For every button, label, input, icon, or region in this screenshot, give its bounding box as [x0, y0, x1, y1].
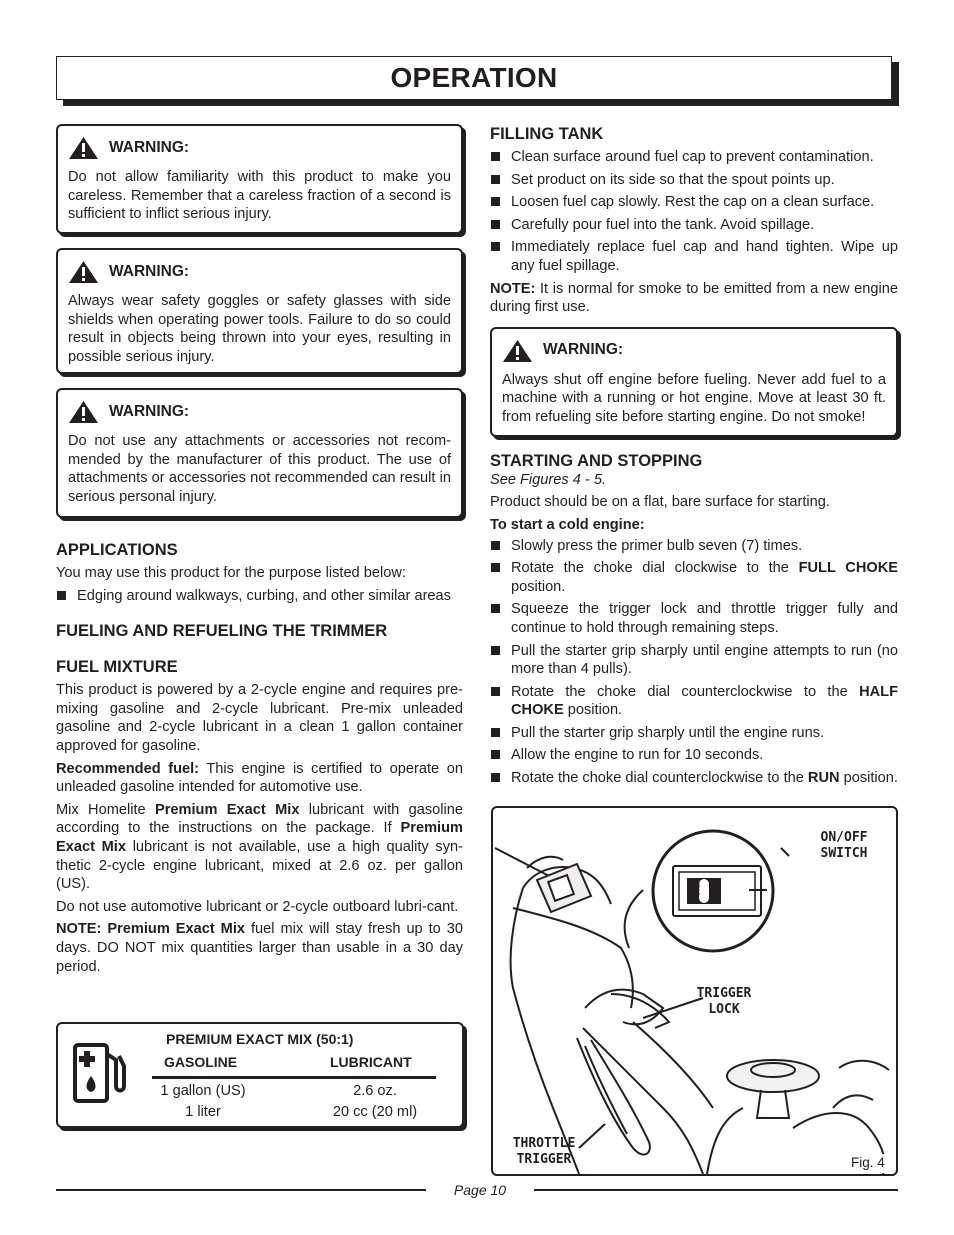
figure-4	[491, 806, 898, 1176]
step-text: Rotate the choke dial counterclockwise to the	[511, 683, 860, 700]
right-column	[490, 124, 898, 792]
fuel-table-title: PREMIUM EXACT MIX (50:1)	[166, 1031, 354, 1047]
footer-rule-left	[56, 1189, 426, 1191]
warning-triangle-icon	[68, 136, 99, 160]
list-item: Carefully pour fuel into the tank. Avoid spillage.	[490, 216, 898, 235]
warning-label: WARNING:	[109, 402, 190, 420]
warning-text: Do not allow familiarity with this product to make you careless. Remember that a careless fraction of a second is sufficient to inflict serious injury.	[68, 169, 451, 223]
fuel-table-header-lubricant: LUBRICANT	[330, 1054, 412, 1070]
starting-heading: STARTING AND STOPPING	[490, 451, 703, 470]
step-text: position.	[839, 770, 898, 787]
page-title: OPERATION	[390, 62, 558, 93]
starting-intro: Product should be on a flat, bare surface for starting.	[490, 494, 830, 511]
list-item: Allow the engine to run for 10 seconds.	[490, 746, 898, 765]
warning-box-fueling	[490, 327, 898, 437]
note-text: fuel mix will stay fresh up to 30 days. DO NOT mix quantities larger than usable in a 30 day period.	[56, 921, 463, 975]
warning-box-3	[56, 388, 463, 518]
warning-text: Always wear safety goggles or safety glasses with side shields when operating power tools. Failure to do so could result in objects being thrown into your eyes, resulting in possible serious injury.	[68, 293, 451, 365]
list-item: Pull the starter grip sharply until the engine runs.	[490, 724, 898, 743]
table-cell: 2.6 oz.	[353, 1083, 397, 1099]
applications-section	[56, 540, 463, 605]
step-text: Rotate the choke dial counterclockwise to the	[511, 770, 808, 787]
fuel-table-divider	[152, 1076, 436, 1079]
list-item: Squeeze the trigger lock and throttle trigger fully and continue to hold through remaining steps.	[490, 600, 898, 637]
table-cell: 20 cc (20 ml)	[332, 1104, 418, 1120]
list-item: Pull the starter grip sharply until engine attempts to run (no more than 4 pulls).	[490, 642, 898, 679]
step-emphasis: RUN	[807, 770, 840, 787]
list-item: Immediately replace fuel cap and hand tighten. Wipe up any fuel spillage.	[490, 238, 898, 275]
note-label: NOTE:	[490, 280, 536, 297]
warning-triangle-icon	[68, 400, 99, 424]
fuel-mixture-heading: FUEL MIXTURE	[56, 658, 178, 677]
label-trigger-lock	[689, 986, 759, 1018]
warning-label: WARNING:	[109, 138, 190, 156]
filling-note	[490, 280, 898, 317]
step-emphasis: FULL CHOKE	[798, 560, 898, 577]
table-cell: 1 liter	[185, 1104, 221, 1120]
mix-text: Mix Homelite	[56, 801, 155, 818]
mix-text: lubricant with gasoline according to the instructions on the package. If	[56, 801, 464, 837]
applications-intro: You may use this product for the purpose listed below:	[56, 565, 406, 581]
warning-text: Do not use any attachments or accessories not recom-mended by the manufacturer of this product. The use of attachments or accessories not recommended can result in serious personal injury.	[68, 433, 451, 505]
label-line: THROTTLE	[512, 1136, 576, 1151]
mix-product-name: Premium Exact Mix	[155, 801, 300, 818]
list-item	[490, 559, 898, 596]
warning-label: WARNING:	[109, 262, 190, 280]
fueling-heading: FUELING AND REFUELING THE TRIMMER	[56, 622, 388, 641]
label-line: ON/OFF	[820, 830, 868, 845]
see-figures: See Figures 4 - 5.	[490, 471, 606, 488]
label-line: TRIGGER	[516, 1152, 572, 1167]
note-text: It is normal for smoke to be emitted from a new engine during first use.	[490, 280, 898, 316]
fuel-pump-icon	[72, 1042, 130, 1104]
recommended-fuel-text: This engine is certified to operate on unleaded gasoline intended for automotive use.	[56, 760, 463, 796]
warning-box-2	[56, 248, 463, 374]
note-paragraph	[56, 920, 463, 976]
label-line: TRIGGER	[696, 986, 752, 1001]
filling-tank-section	[490, 124, 898, 317]
warning-triangle-icon	[502, 339, 533, 363]
note-label: NOTE: Premium Exact Mix	[56, 921, 245, 938]
recommended-fuel-paragraph	[56, 760, 463, 797]
outboard-paragraph: Do not use automotive lubricant or 2-cycle outboard lubri-cant.	[56, 898, 459, 915]
recommended-fuel-label: Recommended fuel:	[56, 760, 200, 777]
step-emphasis: HALF CHOKE	[511, 683, 898, 719]
table-cell: 1 gallon (US)	[160, 1083, 246, 1099]
label-on-off-switch	[809, 830, 879, 862]
label-throttle-trigger	[507, 1136, 581, 1168]
figure-caption: Fig. 4	[849, 1154, 887, 1173]
filling-tank-heading: FILLING TANK	[490, 125, 604, 143]
mix-text: lubricant is not available, use a high quality syn-thetic 2-cycle engine lubricant, mixed at 2.6 oz. per gallon (US).	[56, 838, 463, 893]
switch-stop-text: STOP	[693, 880, 699, 897]
list-item: Loosen fuel cap slowly. Rest the cap on a clean surface.	[490, 193, 898, 212]
label-line: SWITCH	[820, 846, 868, 861]
starting-section	[490, 451, 898, 788]
fuel-mix-table-box	[56, 1022, 464, 1128]
list-item	[490, 769, 898, 788]
mix-product-name: Premium Exact Mix	[56, 820, 463, 855]
footer-rule-right	[534, 1189, 898, 1191]
fuel-mixture-paragraph: This product is powered by a 2-cycle engine and requires pre-mixing gasoline and 2-cycle lubricant. Pre-mix unleaded gasoline and 2-cycle lubricant in a clean 1 gallon container approved for gasoline.	[56, 682, 463, 754]
warning-label: WARNING:	[543, 341, 624, 359]
warning-box-1	[56, 124, 463, 234]
left-column	[56, 124, 463, 980]
label-line: LOCK	[708, 1002, 740, 1017]
fueling-section	[56, 621, 463, 976]
mix-paragraph	[56, 801, 463, 894]
page-title-bar	[56, 56, 892, 100]
page-number: Page 10	[453, 1182, 507, 1198]
warning-text: Always shut off engine before fueling. Never add fuel to a machine with a running or hot engine. Move at least 30 ft. from refueling site before starting engine. Do not smoke!	[502, 371, 886, 425]
list-item: Set product on its side so that the spout points up.	[490, 171, 898, 190]
list-item: Edging around walkways, curbing, and other similar areas	[56, 587, 463, 606]
warning-triangle-icon	[68, 260, 99, 284]
applications-heading: APPLICATIONS	[56, 541, 178, 559]
step-text: position.	[563, 702, 623, 719]
step-text: position.	[511, 578, 566, 595]
list-item	[490, 683, 898, 720]
list-item: Clean surface around fuel cap to prevent contamination.	[490, 148, 898, 167]
step-text: Rotate the choke dial clockwise to the	[511, 560, 799, 577]
cold-engine-label: To start a cold engine:	[490, 516, 645, 533]
list-item: Slowly press the primer bulb seven (7) times.	[490, 537, 898, 556]
fuel-table-header-gasoline: GASOLINE	[164, 1054, 238, 1070]
